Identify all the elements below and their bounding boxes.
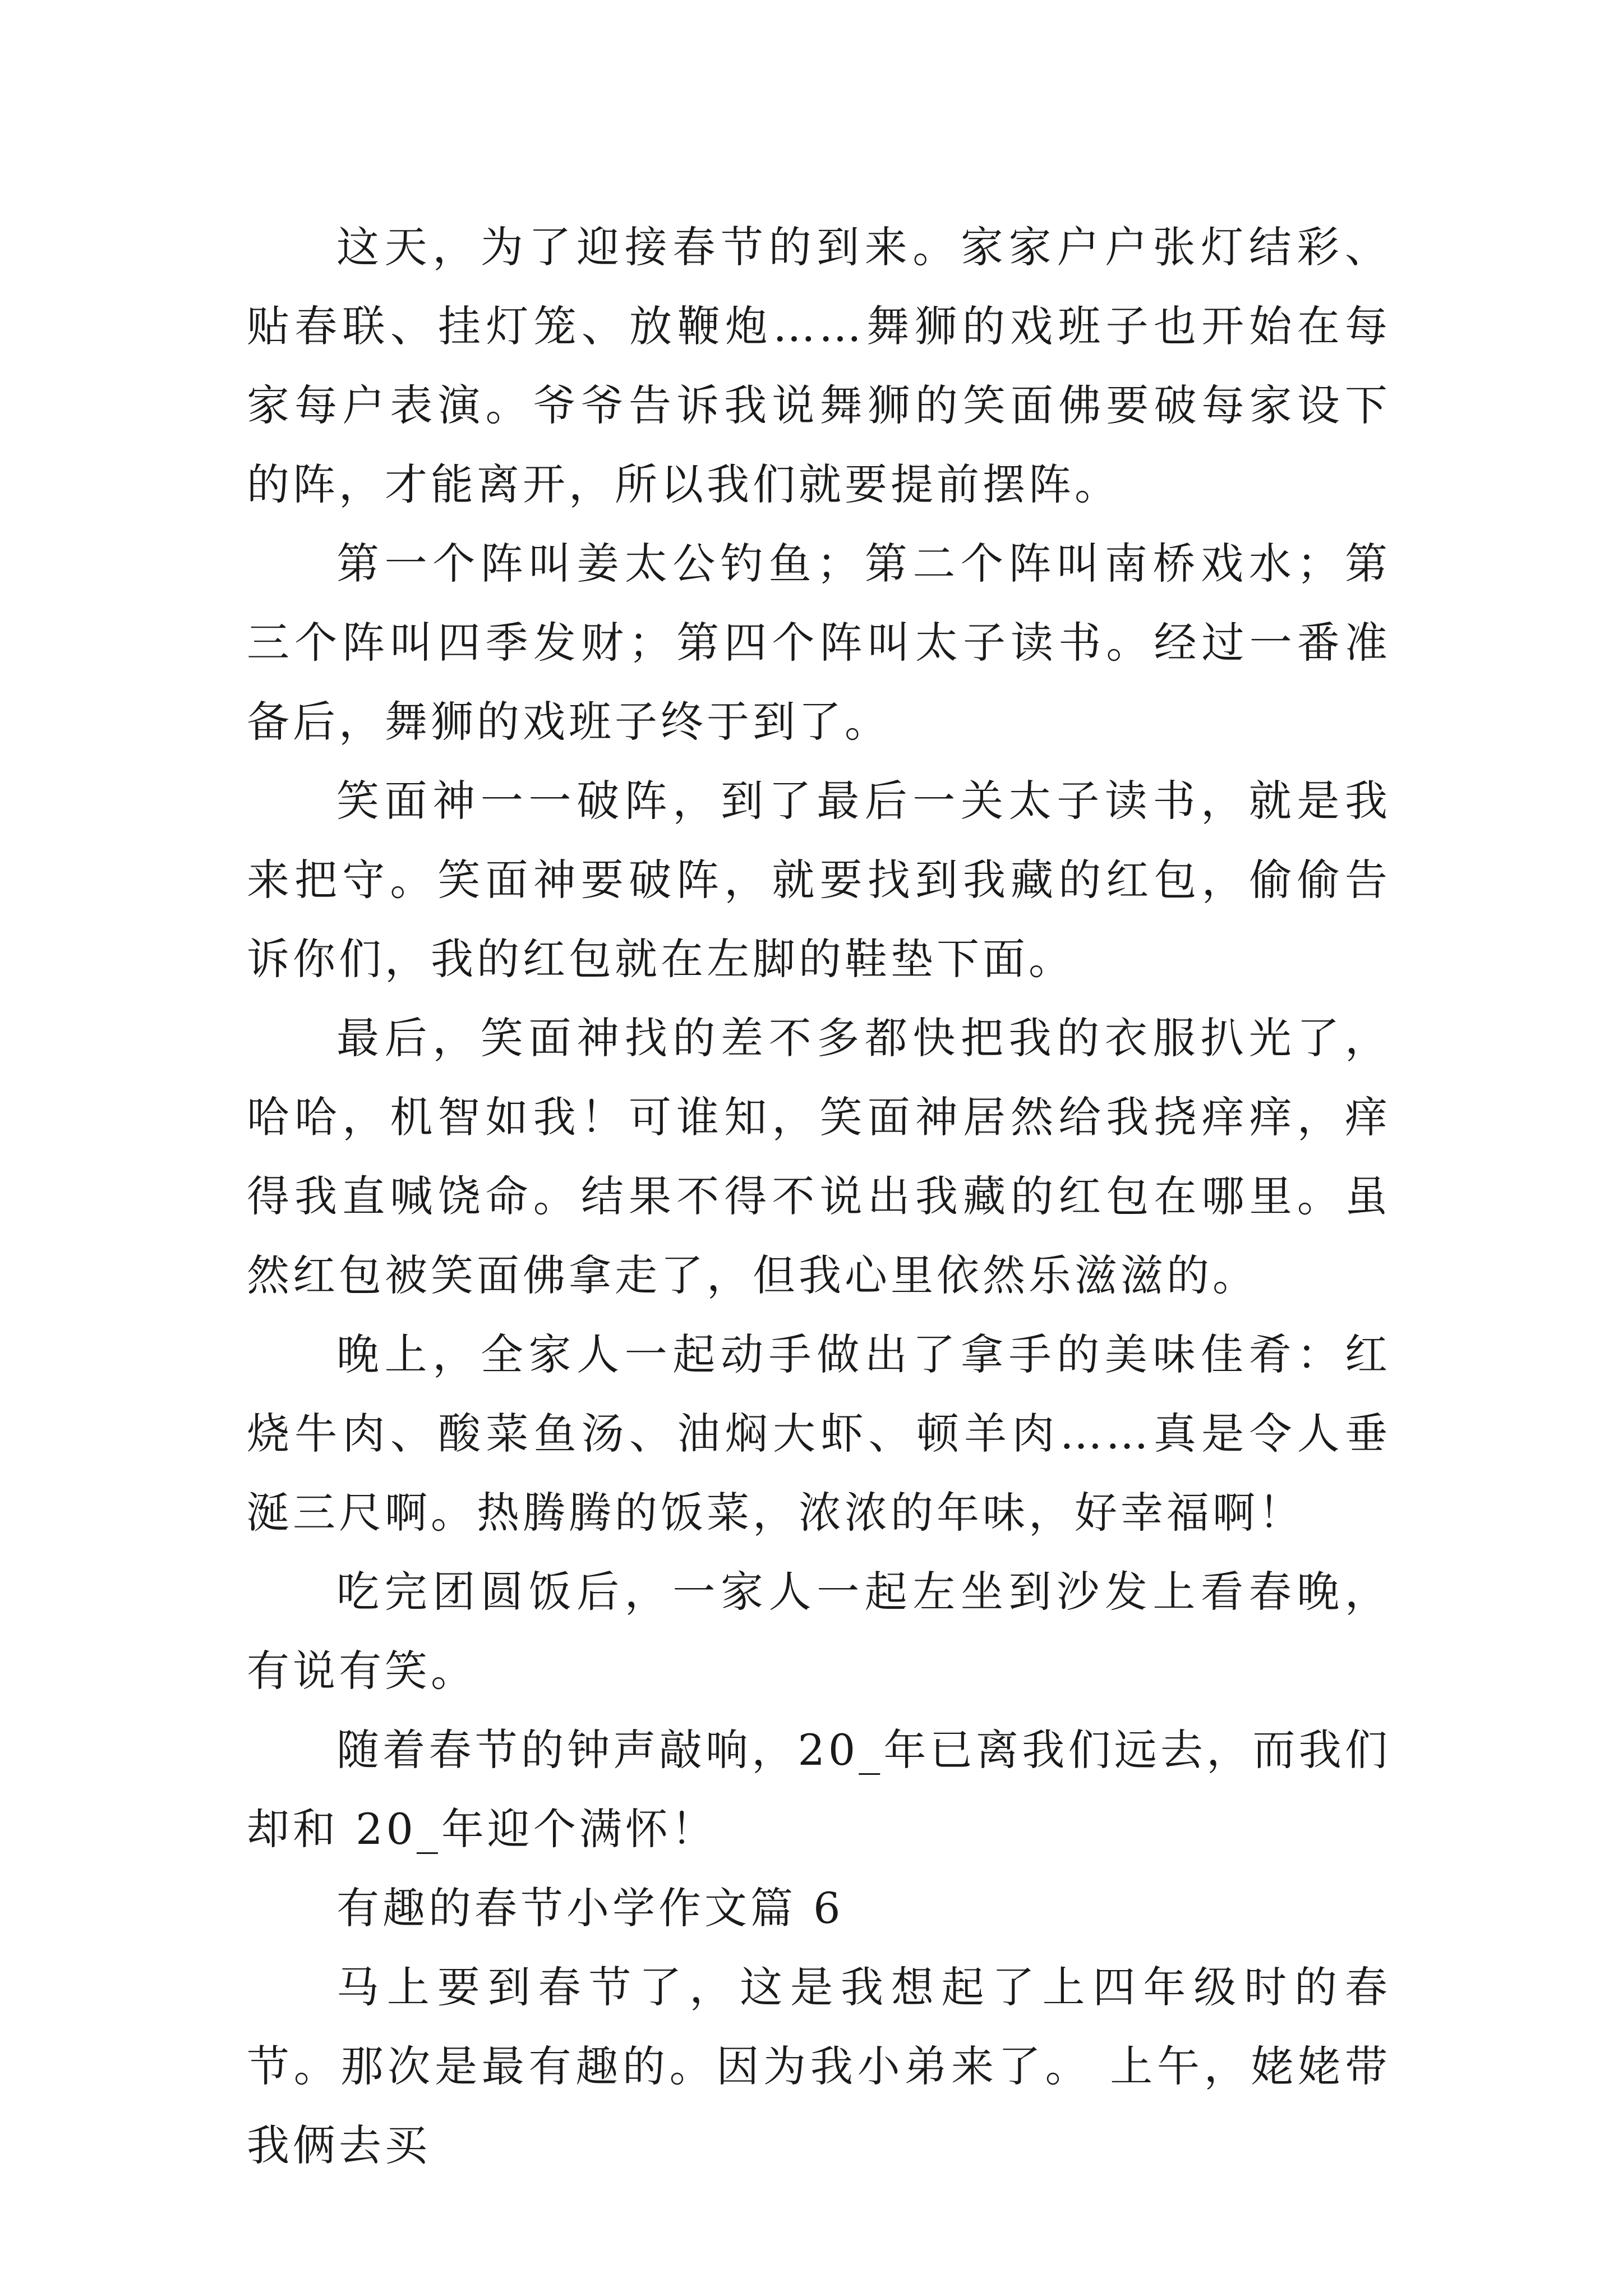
paragraph: 最后，笑面神找的差不多都快把我的衣服扒光了，哈哈，机智如我！可谁知，笑面神居然给我挠痒痒，痒得我直喊饶命。结果不得不说出我藏的红包在哪里。虽然红包被笑面佛拿走了，但我心里依然乐滋滋的。 <box>247 1013 1391 1300</box>
paragraph: 这天，为了迎接春节的到来。家家户户张灯结彩、贴春联、挂灯笼、放鞭炮……舞狮的戏班子也开始在每家每户表演。爷爷告诉我说舞狮的笑面佛要破每家设下的阵，才能离开，所以我们就要提前摆阵。 <box>247 222 1391 509</box>
paragraph: 笑面神一一破阵，到了最后一关太子读书，就是我来把守。笑面神要破阵，就要找到我藏的红包，偷偷告诉你们，我的红包就在左脚的鞋垫下面。 <box>247 776 1391 984</box>
section-heading: 有趣的春节小学作文篇 6 <box>336 1883 844 1933</box>
paragraph: 第一个阵叫姜太公钓鱼；第二个阵叫南桥戏水；第三个阵叫四季发财；第四个阵叫太子读书。经过一番准备后，舞狮的戏班子终于到了。 <box>247 539 1391 747</box>
paragraph: 吃完团圆饭后，一家人一起左坐到沙发上看春晚，有说有笑。 <box>247 1567 1391 1696</box>
paragraph: 随着春节的钟声敲响，20_年已离我们远去，而我们却和 20_年迎个满怀！ <box>247 1725 1391 1854</box>
paragraph: 马上要到春节了，这是我想起了上四年级时的春节。那次是最有趣的。因为我小弟来了。 上午，姥姥带我俩去买 <box>247 1962 1391 2170</box>
paragraph: 晚上，全家人一起动手做出了拿手的美味佳肴：红烧牛肉、酸菜鱼汤、油焖大虾、顿羊肉……真是令人垂涎三尺啊。热腾腾的饭菜，浓浓的年味，好幸福啊！ <box>247 1329 1391 1538</box>
document-body <box>247 208 1391 2185</box>
